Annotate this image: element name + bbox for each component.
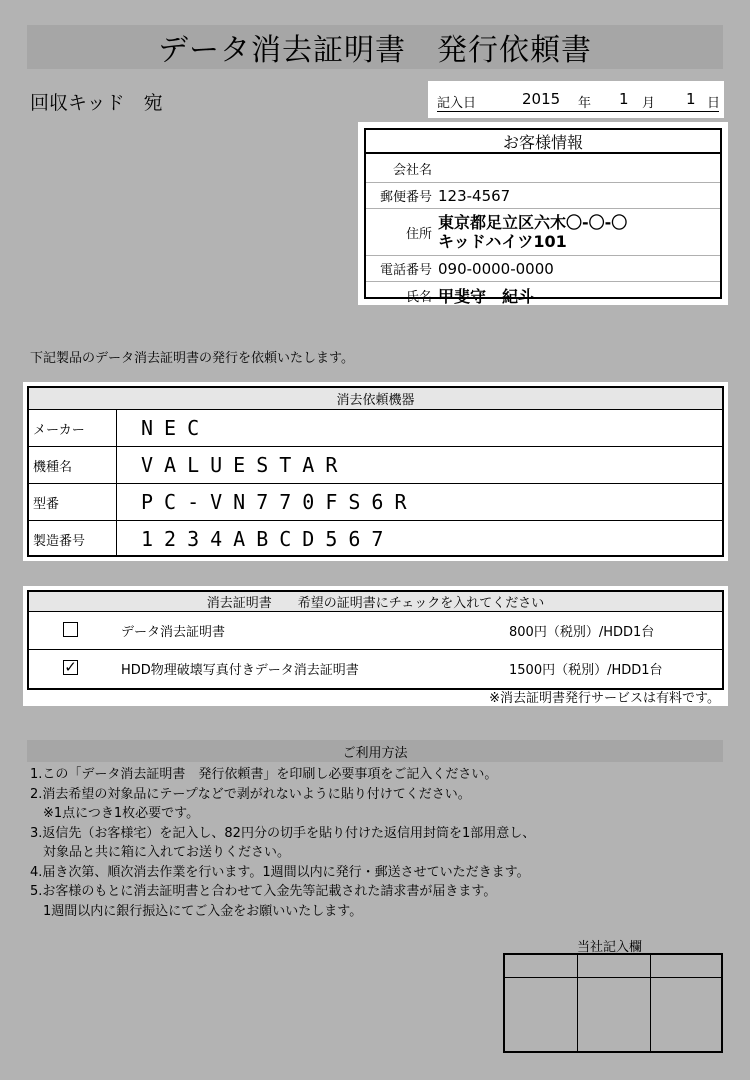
usage-line: 1.この「データ消去証明書 発行依頼書」を印刷し必要事項をご記入ください。 (30, 767, 498, 782)
usage-line: 5.お客様のもとに消去証明書と合わせて入金先等記載された請求書が届きます。 (30, 884, 497, 899)
usage-line: ※1点につき1枚必要です。 (30, 806, 200, 821)
usage-heading-text: ご利用方法 (342, 745, 408, 761)
addressee: 回収キッド 宛 (30, 92, 163, 114)
usage-line: 2.消去希望の対象品にテープなどで剥がれないように貼り付けてください。 (30, 786, 471, 802)
device-value-model-number: PC-VN770FS6R (141, 490, 418, 514)
address-line1: 東京都足立区六木〇-〇-〇 (438, 213, 628, 232)
device-table (27, 386, 724, 557)
address-line2: キッドハイツ101 (438, 232, 567, 251)
request-text: 下記製品のデータ消去証明書の発行を依頼いたします。 (30, 351, 354, 366)
certificate-checkbox-hdd-photo[interactable]: ✓ (64, 658, 77, 676)
certificate-heading: 消去証明書 希望の証明書にチェックを入れてください (29, 592, 722, 612)
device-row-model-name[interactable] (29, 447, 722, 484)
device-label-serial: 製造番号 (29, 521, 117, 557)
name-value: 甲斐守 紀斗 (438, 286, 535, 306)
certificate-name-data-erase: データ消去証明書 (121, 625, 226, 640)
customer-info-panel (358, 122, 728, 305)
name-label: 氏名 (405, 289, 432, 305)
customer-info-table (364, 128, 722, 306)
certificate-price-hdd-photo: 1500円（税別）/HDD1台 (509, 663, 663, 678)
certificate-price-data-erase: 800円（税別）/HDD1台 (509, 625, 655, 640)
usage-line: 4.届き次第、順次消去作業を行います。1週間以内に発行・郵送させていただきます。 (30, 864, 530, 880)
certificate-option-data-erase[interactable] (29, 612, 722, 650)
certificate-name-hdd-photo: HDD物理破壊写真付きデータ消去証明書 (121, 663, 359, 678)
certificate-note: ※消去証明書発行サービスは有料です。 (489, 691, 720, 706)
name-row[interactable] (366, 282, 720, 306)
date-label: 記入日 (437, 96, 477, 111)
date-year: 2015 (522, 90, 561, 108)
office-use-label: 当社記入欄 (577, 940, 643, 955)
office-box-divider (650, 955, 651, 1051)
usage-line: 対象品と共に箱に入れてお送りください。 (30, 845, 291, 860)
office-use-box (503, 953, 723, 1053)
usage-line: 1週間以内に銀行振込にてご入金をお願いいたします。 (30, 903, 363, 919)
device-value-serial: 1234ABCD567 (141, 527, 395, 551)
date-day: 1 (686, 90, 696, 108)
usage-line: 3.返信先（お客様宅）を記入し、82円分の切手を貼り付けた返信用封筒を1部用意し、 (30, 825, 536, 841)
certificate-option-hdd-photo[interactable] (29, 650, 722, 687)
company-label: 会社名 (392, 162, 432, 178)
date-field[interactable] (428, 81, 724, 118)
device-value-maker: NEC (141, 416, 211, 440)
date-day-unit: 日 (707, 96, 721, 111)
phone-value: 090-0000-0000 (438, 259, 554, 278)
device-label-maker: メーカー (29, 410, 117, 446)
certificate-checkbox-data-erase[interactable] (63, 622, 78, 637)
phone-label: 電話番号 (379, 263, 432, 278)
date-month: 1 (619, 90, 629, 108)
device-label-model-number: 型番 (29, 484, 117, 520)
certificate-panel (23, 586, 728, 706)
postal-row[interactable] (366, 183, 720, 209)
device-row-serial[interactable] (29, 521, 722, 557)
address-label: 住所 (405, 226, 432, 242)
company-row[interactable] (366, 154, 720, 183)
office-box-header-line (505, 977, 721, 978)
date-month-unit: 月 (642, 96, 656, 111)
device-heading: 消去依頼機器 (29, 388, 722, 410)
address-value (438, 209, 627, 255)
device-value-model-name: VALUESTAR (141, 453, 349, 477)
device-panel (23, 382, 728, 561)
date-year-unit: 年 (578, 96, 592, 111)
postal-value: 123-4567 (438, 186, 511, 205)
usage-instructions (30, 765, 535, 921)
address-row[interactable] (366, 209, 720, 256)
customer-info-heading: お客様情報 (366, 130, 720, 154)
device-row-maker[interactable] (29, 410, 722, 447)
page-title-text: データ消去証明書 発行依頼書 (158, 33, 592, 68)
date-underline (437, 111, 719, 112)
certificate-table (27, 590, 724, 690)
page-title (27, 25, 723, 69)
office-box-divider (577, 955, 578, 1051)
device-label-model-name: 機種名 (29, 447, 117, 483)
device-row-model-number[interactable] (29, 484, 722, 521)
usage-heading (27, 740, 723, 762)
phone-row[interactable] (366, 256, 720, 282)
postal-label: 郵便番号 (379, 190, 432, 205)
